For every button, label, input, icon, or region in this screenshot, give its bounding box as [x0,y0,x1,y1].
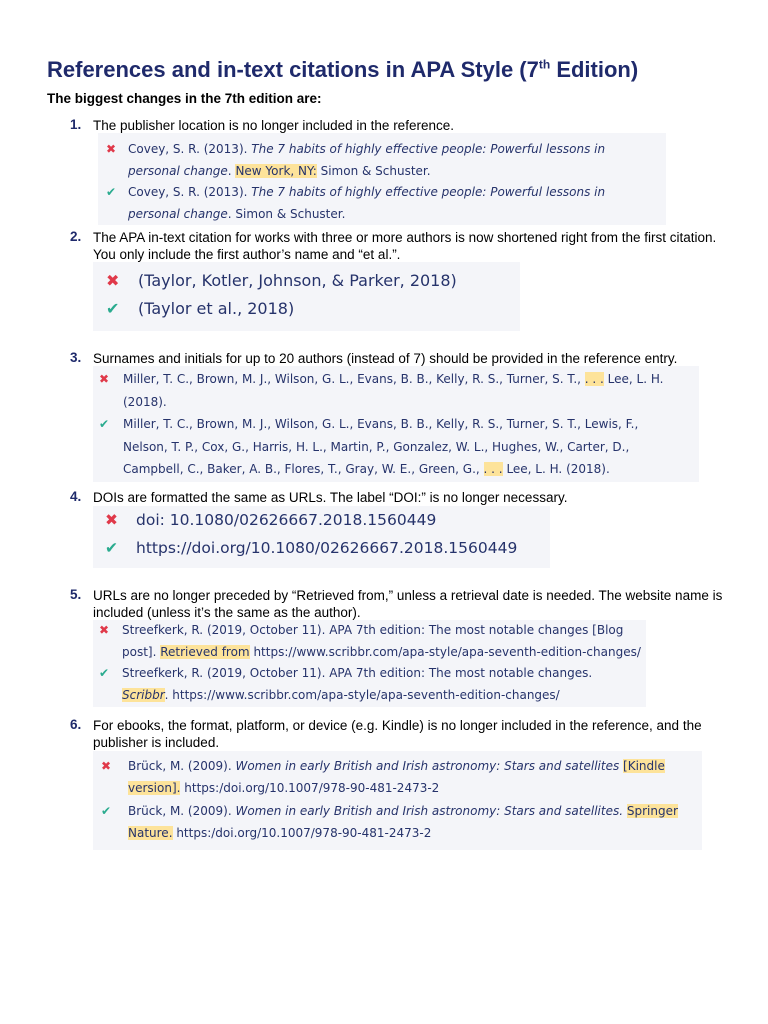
check-icon: ✔ [99,417,110,431]
reference-text: Miller, T. C., Brown, M. J., Wilson, G. L., Evans, B. B., Kelly, R. S., Turner, S. T., . . . Lee, L. H. (2018). [123,372,664,409]
item-number: 2. [70,229,82,244]
item-number: 4. [70,489,82,504]
highlight: Springer Nature. [128,804,678,840]
item-text: The publisher location is no longer included in the reference. [93,118,454,133]
example-box-1 [98,133,666,225]
check-icon: ✔ [106,299,120,318]
title-superscript: th [538,57,551,72]
citation-text: (Taylor et al., 2018) [138,299,295,318]
highlight: [Kindle version]. [128,759,665,795]
reference-text: Covey, S. R. (2013). The 7 habits of highly effective people: Powerful lessons in personal change. Simon & Schuster. [128,185,606,221]
doi-text: https://doi.org/10.1080/02626667.2018.1560449 [136,539,518,557]
example-box-4 [93,506,550,568]
page-title [47,57,638,83]
title-text: References and in-text citations in APA Style (7 [47,57,539,82]
check-icon: ✔ [106,185,117,199]
highlight: . . . [483,462,503,476]
cross-icon: ✖ [105,511,118,529]
example-box-3 [93,366,699,482]
check-icon: ✔ [99,666,110,680]
check-icon: ✔ [105,539,118,557]
item-text: DOIs are formatted the same as URLs. The label “DOI:” is no longer necessary. [93,490,568,505]
highlight: New York, NY: [235,164,317,178]
item-text: For ebooks, the format, platform, or device (e.g. Kindle) is no longer included in the reference, and the publisher is included. [93,718,702,750]
item-number: 1. [70,117,82,132]
title-end: Edition) [550,57,639,82]
cross-icon: ✖ [101,759,112,773]
cross-icon: ✖ [106,271,120,290]
reference-text: Streefkerk, R. (2019, October 11). APA 7th edition: The most notable changes [Blog post]. Retrieved from https://www.scribbr.com/apa-style/apa-seventh-edition-changes/ [122,623,641,659]
reference-text: Streefkerk, R. (2019, October 11). APA 7th edition: The most notable changes. Scribbr. https://www.scribbr.com/apa-style/apa-seventh-edition-changes/ [122,666,593,702]
example-box-5 [93,620,646,707]
item-number: 3. [70,350,82,365]
example-box-6 [93,751,702,850]
doi-text: doi: 10.1080/02626667.2018.1560449 [136,511,437,529]
item-text: The APA in-text citation for works with three or more authors is now shortened right from the first citation. You only include the first author’s name and “et al.”. [93,230,717,262]
subtitle: The biggest changes in the 7th edition are: [47,91,322,106]
cross-icon: ✖ [106,142,117,156]
item-number: 5. [70,587,82,602]
item-text: URLs are no longer preceded by “Retrieved from,” unless a retrieval date is needed. The website name is included (unless it’s the same as the author). [93,588,723,620]
reference-text: Brück, M. (2009). Women in early British and Irish astronomy: Stars and satellites. Springer Nature. https:/doi.org/10.1007/978-90-481-2473-2 [128,804,678,840]
example-box-2 [93,262,520,331]
reference-text: Covey, S. R. (2013). The 7 habits of highly effective people: Powerful lessons in personal change. New York, NY: Simon & Schuster. [128,142,606,178]
cross-icon: ✖ [99,372,110,386]
check-icon: ✔ [101,804,112,818]
item-number: 6. [70,717,82,732]
cross-icon: ✖ [99,623,110,637]
citation-text: (Taylor, Kotler, Johnson, & Parker, 2018) [138,271,457,290]
highlight: Scribbr [122,687,165,702]
reference-text: Brück, M. (2009). Women in early British and Irish astronomy: Stars and satellites [Kindle version]. https:/doi.org/10.1007/978-90-481-2473-2 [128,759,665,795]
highlight: . . . [584,372,604,386]
item-text: Surnames and initials for up to 20 authors (instead of 7) should be provided in the reference entry. [93,351,678,366]
reference-text: Miller, T. C., Brown, M. J., Wilson, G. L., Evans, B. B., Kelly, R. S., Turner, S. T., Lewis, F., Nelson, T. P., Cox, G., Harris, H. L., Martin, P., Gonzalez, W. L., Hughes, W., Carter, D., Campbell, C., Baker, A. B., Flores, T., Gray, W. E., Green, G., . . . Lee, L. H. (2018). [123,417,639,476]
highlight: Retrieved from [160,644,250,659]
